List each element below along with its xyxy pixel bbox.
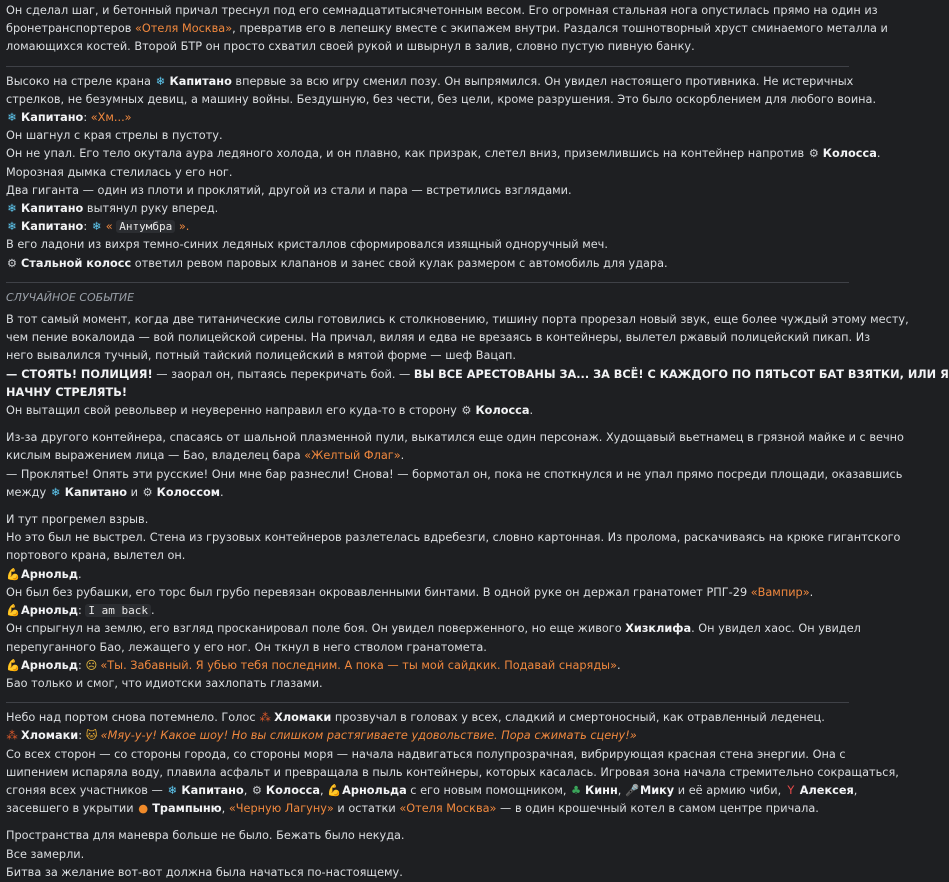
- text-run: .: [529, 404, 534, 418]
- colossus-name: Колоссом: [156, 485, 221, 499]
- divider: [6, 702, 849, 703]
- text-run: Небо над портом снова потемнело. Голос: [6, 711, 260, 725]
- paragraph-bao: [6, 429, 904, 502]
- flexed-biceps-icon: 💪: [6, 604, 21, 618]
- text-run: — в один крошечный котел в самом центре причала.: [496, 802, 819, 816]
- colossus-name: Стальной колосс: [21, 256, 132, 270]
- snowflake-icon: ❄: [7, 111, 17, 125]
- shout-text: ВЫ ВСЕ АРЕСТОВАНЫ ЗА... ЗА ВСЁ! С КАЖДОГО ПО ПЯТЬСОТ БАТ ВЗЯТКИ, ИЛИ Я: [413, 367, 949, 381]
- colossus-name: Колосса: [822, 147, 877, 161]
- dialogue-line: [6, 218, 849, 236]
- quote-code: I am back: [85, 604, 151, 617]
- text-run: ,: [853, 783, 858, 797]
- shout-text: НАЧНУ СТРЕЛЯТЬ!: [6, 385, 127, 399]
- text-line: Он сделал шаг, и бетонный причал треснул под его семнадцатитысячетонным весом. Его огромная стальная нога опустилась прямо на один из: [6, 4, 878, 17]
- text-run: бронетранспортеров: [6, 22, 135, 36]
- text-run: ,: [617, 783, 625, 797]
- dialogue-quote: «Ты. Забавный. Я убью тебя последним. А пока — ты мой сайдкик. Подавай снаряды»: [100, 658, 617, 672]
- text-run: ,: [243, 783, 251, 797]
- paragraph-colossus-step: [6, 2, 888, 57]
- text-line: портового крана, вылетел он.: [6, 549, 186, 563]
- vampire-link: «Вампир»: [750, 585, 810, 599]
- text-run: :: [78, 729, 86, 743]
- text-run: .: [400, 449, 405, 463]
- sparkle-icon: ⁂: [259, 711, 271, 725]
- text-run: , превратив его в лепешку вместе с экипажем внутри. Раздался тошнотворный хруст сминаемого металла и: [232, 22, 888, 36]
- text-run: с его новым помощником,: [406, 783, 571, 797]
- text-run: и остатки: [333, 802, 400, 816]
- text-line: [6, 73, 854, 91]
- text-line: [6, 384, 849, 402]
- text-line: [6, 620, 861, 638]
- text-line: [6, 20, 888, 38]
- heathcliff-name: Хизклифа: [625, 622, 692, 636]
- sword-name-code: Антумбра: [116, 220, 175, 233]
- arnold-name: Арнольда: [342, 783, 407, 797]
- trampoline-name: Трампыню: [152, 802, 222, 816]
- gear-icon: ⚙: [251, 783, 262, 797]
- flexed-biceps-icon: 💪: [327, 783, 342, 797]
- text-line: В его ладони из вихря темно-синих ледяных кристаллов сформировался изящный одноручный меч.: [6, 238, 608, 252]
- text-run: :: [77, 658, 86, 672]
- text-line: него вывалился тучный, потный тайский полицейский в мятой форме — шеф Вацап.: [6, 349, 516, 363]
- alexei-name: Алексея: [799, 783, 854, 797]
- arnold-name: Арнольд: [21, 658, 78, 672]
- text-run: :: [83, 220, 91, 234]
- divider: [6, 66, 849, 67]
- clover-icon: ♣: [570, 783, 582, 797]
- miku-name: Мику: [639, 783, 675, 797]
- text-line: чем пение вокалоида — вой полицейской сирены. На причал, виляя и едва не врезаясь в контейнеры, вылетел ржавый полицейский пикап. Из: [6, 331, 871, 345]
- text-line: Битва за желание вот-вот должна была начаться по-настоящему.: [6, 865, 403, 879]
- text-run: Он спрыгнул на землю, его взгляд просканировал поле боя. Он увидел поверженного, но еще живого: [6, 622, 626, 636]
- text-line: Морозная дымка стелилась у его ног.: [6, 165, 233, 179]
- dialogue-quote: «Мяу-у-у! Какое шоу! Но вы слишком растягиваете удовольствие. Пора сжимать сцену!»: [100, 729, 637, 743]
- text-run: прозвучал в головах у всех, сладкий и смертоносный, как отравленный леденец.: [331, 711, 825, 725]
- snowflake-icon: ❄: [51, 485, 61, 499]
- hotel-moskva-link: «Отеля Москва»: [399, 802, 497, 816]
- text-line: И тут прогремел взрыв.: [6, 513, 149, 527]
- text-run: .: [876, 147, 881, 161]
- dialogue-line: [6, 727, 849, 745]
- text-line: перепуганного Бао, лежащего у его ног. Он ткнул в него стволом гранатомета.: [6, 640, 487, 654]
- text-run: и: [127, 485, 142, 499]
- text-run: сгоняя всех участников —: [6, 783, 167, 797]
- text-run: — заорал он, пытаясь перекричать бой. —: [152, 367, 414, 381]
- text-line: Все замерли.: [6, 847, 85, 861]
- gear-icon: ⚙: [6, 256, 18, 270]
- colossus-name: Колосса: [475, 404, 530, 418]
- paragraph-khlomaki: [6, 709, 899, 818]
- horns-icon: Y: [787, 783, 795, 797]
- khlomaki-name: Хломаки: [21, 729, 79, 743]
- paragraph-ending: [6, 827, 849, 882]
- captain-name: Капитано: [21, 111, 84, 125]
- text-run: ответил ревом паровых клапанов и занес свой кулак размером с автомобиль для удара.: [131, 256, 668, 270]
- text-run: Он вытащил свой револьвер и неуверенно направил его куда-то в сторону: [6, 404, 461, 418]
- text-line: [6, 366, 949, 384]
- dialogue-quote: «Хм...»: [90, 111, 132, 125]
- text-run: :: [77, 604, 86, 618]
- text-run: .: [150, 604, 155, 618]
- text-run: кислым выражением лица — Бао, владелец бара: [6, 449, 305, 463]
- text-line: [6, 800, 849, 818]
- text-run: ,: [319, 783, 328, 797]
- dialogue-line: [6, 657, 849, 675]
- text-line: стрелков, не безумных девиц, а машину войны. Бездушную, без чести, без цели, кроме разрушения. Это было оскорблением для любого воина.: [6, 92, 877, 106]
- text-run: Высоко на стреле крана: [6, 74, 155, 88]
- paragraph-police: [6, 311, 949, 420]
- text-run: .: [617, 658, 621, 672]
- snowflake-icon: ❄: [92, 220, 102, 234]
- flexed-biceps-icon: 💪: [6, 567, 21, 581]
- cat-face-icon: 🐱: [85, 729, 98, 743]
- captain-name: Капитано: [21, 202, 84, 216]
- paragraph-captain: [6, 73, 881, 273]
- text-line: Из-за другого контейнера, спасаясь от шальной плазменной пули, выкатился еще один персонаж. Худощавый вьетнамец в грязной майке и с вечно: [6, 431, 904, 445]
- microphone-icon: 🎤: [624, 783, 640, 797]
- text-line: Бао только и смог, что идиотски захлопать глазами.: [6, 676, 323, 690]
- text-run: впервые за всю игру сменил позу. Он выпрямился. Он увидел настоящего противника. Не истеричных: [231, 74, 854, 88]
- text-run: вытянул руку вперед.: [83, 202, 219, 216]
- quote-open: «: [105, 220, 117, 234]
- paragraph-arnold: [6, 511, 901, 693]
- shout-text: — СТОЯТЬ! ПОЛИЦИЯ!: [6, 367, 153, 381]
- text-line: [6, 145, 881, 163]
- arnold-name: Арнольд: [21, 567, 78, 581]
- text-line: [6, 255, 849, 273]
- arnold-name: Арнольд: [21, 604, 78, 618]
- captain-name: Капитано: [181, 783, 244, 797]
- captain-name: Капитано: [169, 74, 232, 88]
- text-run: .: [77, 567, 82, 581]
- text-line: Пространства для маневра больше не было. Бежать было некуда.: [6, 829, 405, 843]
- text-line: ломающихся костей. Второй БТР он просто схватил своей рукой и швырнул в залив, словно пустую пивную банку.: [6, 40, 695, 54]
- text-line: [6, 484, 849, 502]
- text-run: и её армию чиби,: [674, 783, 785, 797]
- text-run: Он не упал. Его тело окутала аура ледяного холода, и он плавно, как призрак, слетел вниз, приземлившись на контейнер напротив: [6, 147, 808, 161]
- text-run: . Он увидел хаос. Он увидел: [691, 622, 861, 636]
- quote-close: ».: [175, 220, 190, 234]
- snowflake-icon: ❄: [167, 783, 178, 797]
- snowflake-icon: ❄: [7, 202, 17, 216]
- kinn-name: Кинн: [585, 783, 618, 797]
- text-line: В тот самый момент, когда две титанические силы готовились к столкновению, тишину порта прорезал новый звук, еще более чуждый этому месту,: [6, 313, 909, 327]
- random-event-label: СЛУЧАЙНОЕ СОБЫТИЕ: [6, 290, 135, 304]
- text-line: Со всех сторон — со стороны города, со стороны моря — начала надвигаться полупрозрачная, вибрирующая красная стена энергии. Она с: [6, 747, 846, 761]
- yellow-flag-link: «Желтый Флаг»: [304, 449, 401, 463]
- gear-icon: ⚙: [461, 404, 472, 418]
- slightly-frowning-face-icon: ☹: [85, 658, 98, 672]
- text-line: [6, 709, 849, 727]
- text-run: :: [83, 111, 91, 125]
- text-line: [6, 566, 849, 584]
- hotel-moskva-link: «Отеля Москва»: [135, 22, 233, 36]
- khlomaki-name: Хломаки: [274, 711, 332, 725]
- divider: [6, 282, 849, 283]
- dialogue-line: [6, 602, 849, 620]
- text-line: [6, 200, 849, 218]
- text-line: [6, 447, 849, 465]
- captain-name: Капитано: [64, 485, 128, 499]
- text-line: — Проклятье! Опять эти русские! Они мне бар разнесли! Снова! — бормотал он, пока не споткнулся и не упал прямо посреди площади, оказавшись: [6, 467, 903, 481]
- text-run: засевшего в укрытии: [6, 802, 138, 816]
- sparkle-icon: ⁂: [6, 729, 18, 743]
- text-line: [6, 782, 858, 800]
- text-line: Но это был не выстрел. Стена из грузовых контейнеров разлетелась вдребезги, словно картонная. Из пролома, раскачиваясь на крюке гигантского: [6, 531, 901, 545]
- text-line: [6, 584, 849, 602]
- text-line: шипением испаряла воду, плавила асфальт и превращала в пыль контейнеры, которых касалась. Игровая зона начала стремительно сокращаться,: [6, 765, 899, 779]
- colossus-name: Колосса: [265, 783, 320, 797]
- text-run: ,: [221, 802, 229, 816]
- text-line: [6, 402, 849, 420]
- gear-icon: ⚙: [142, 485, 153, 499]
- captain-name: Капитано: [21, 220, 84, 234]
- orange-icon: ●: [138, 802, 149, 816]
- text-line: Два гиганта — один из плоти и проклятий, другой из стали и пара — встретились взглядами.: [6, 183, 572, 197]
- text-run: .: [220, 485, 224, 499]
- text-line: Он шагнул с края стрелы в пустоту.: [6, 129, 223, 143]
- snowflake-icon: ❄: [155, 74, 166, 88]
- snowflake-icon: ❄: [7, 220, 17, 234]
- black-lagoon-link: «Черную Лагуну»: [228, 802, 334, 816]
- dialogue-line: [6, 109, 849, 127]
- text-run: между: [6, 485, 50, 499]
- text-run: Он был без рубашки, его торс был грубо перевязан окровавленными бинтами. В одной руке он держал гранатомет РПГ-29: [6, 585, 751, 599]
- flexed-biceps-icon: 💪: [6, 658, 21, 672]
- gear-icon: ⚙: [808, 147, 819, 161]
- text-run: .: [809, 585, 814, 599]
